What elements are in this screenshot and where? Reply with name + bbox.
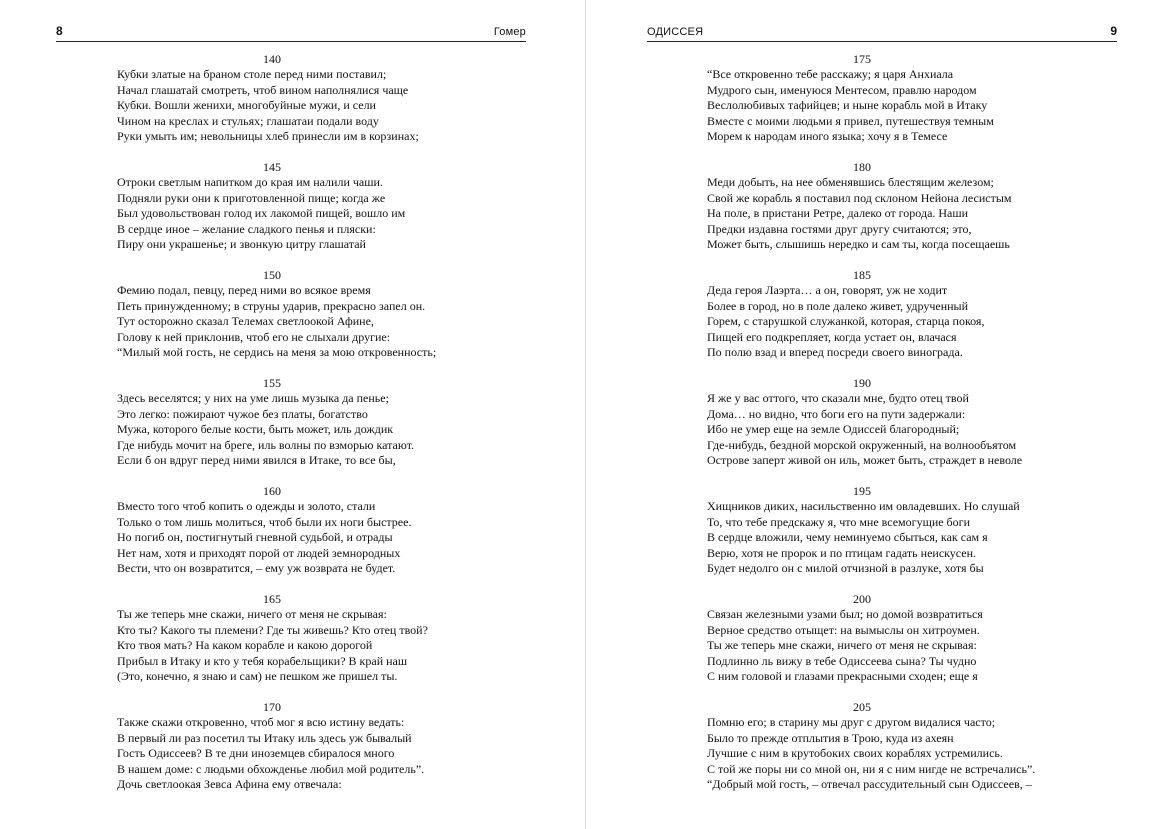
verse-line: Может быть, слышишь нередко и сам ты, когда посещаешь <box>707 237 1010 251</box>
verse-line: Где нибудь мочит на бреге, иль волны по взморью катают. <box>117 437 415 452</box>
verse-line: Меди добыть, на нее обменявшись блестящим железом; <box>707 175 994 189</box>
verse-line: Предки издавна гостями друг другу считаются; это, <box>707 221 972 236</box>
stanza <box>117 592 517 700</box>
verse-line: Помню его; в старину мы друг с другом видалися часто; <box>707 715 996 729</box>
verse-line: Голову к ней приклонив, чтоб его не слыхали другие: <box>117 329 391 344</box>
stanza <box>707 484 1117 592</box>
line-number: 200 <box>853 592 871 606</box>
line-number: 170 <box>263 700 281 714</box>
verse-line: Лучшие с ним в крутобоких своих кораблях устремились. <box>707 746 1003 760</box>
verse-line: Будет недолго он с милой отчизной в разлуке, хотя бы <box>707 561 984 575</box>
verse-line: В первый ли раз посетил ты Итаку иль здесь уж бывалый <box>117 730 412 745</box>
verse-line: Пиру они украшенье; и звонкую цитру глашатай <box>117 237 366 251</box>
header-rule <box>56 41 526 42</box>
verse-line: С той же поры ни со мной он, ни я с ним нигде не встречались”. <box>707 761 1036 776</box>
stanza <box>707 160 1117 268</box>
verse-line: Связан железными узами был; но домой возвратиться <box>707 607 983 621</box>
page-number: 8 <box>56 24 63 38</box>
line-number: 150 <box>263 268 281 282</box>
verse-line: Подлинно ль вижу в тебе Одиссеева сына? Ты чудно <box>707 653 977 668</box>
line-number: 160 <box>263 484 281 498</box>
verse-line: Я же у вас оттого, что сказали мне, будто отец твой <box>707 391 969 405</box>
line-number: 165 <box>263 592 281 606</box>
verse-line: Подняли руки они к приготовленной пище; когда же <box>117 190 386 205</box>
verse-line: Чином на креслах и стульях; глашатаи подали воду <box>117 113 379 128</box>
right-page-header <box>647 24 1117 40</box>
verse-line: Морем к народам иного языка; хочу я в Темесе <box>707 129 948 143</box>
verse-line: Где-нибудь, бездной морской окруженный, на волнообъятом <box>707 437 1017 452</box>
verse-line: Более в город, но в поле далеко живет, удрученный <box>707 298 969 313</box>
verse-line: Мужа, которого белые кости, быть может, иль дождик <box>117 422 394 436</box>
verse-line: “Милый мой гость, не сердись на меня за мою откровенность; <box>117 345 437 359</box>
line-number: 190 <box>853 376 871 390</box>
verse-line: Прибыл в Итаку и кто у тебя корабельщики? В край наш <box>117 653 408 668</box>
verse-line: Вместо того чтоб копить о одежды и золото, стали <box>117 499 376 513</box>
stanza <box>117 268 517 376</box>
verse-line: Кто ты? Какого ты племени? Где ты живешь? Кто отец твой? <box>117 622 428 637</box>
stanza <box>117 52 517 160</box>
verse-line: Острове заперт живой он иль, может быть, страждет в неволе <box>707 453 1023 467</box>
line-number: 195 <box>853 484 871 498</box>
verse-line: На поле, в пристани Ретре, далеко от города. Наши <box>707 206 969 220</box>
verse-line: Начал глашатай смотреть, чтоб вином наполнялися чаще <box>117 82 409 97</box>
verse-line: Кто твоя мать? На каком корабле и какою дорогой <box>117 638 373 652</box>
stanza <box>117 700 517 808</box>
line-number: 140 <box>263 52 281 66</box>
verse-line: Ибо не умер еще на земле Одиссей благородный; <box>707 422 960 436</box>
left-page-header <box>56 24 526 40</box>
stanza <box>707 52 1117 160</box>
line-number: 175 <box>853 52 871 66</box>
stanza <box>707 376 1117 484</box>
verse-line: Отроки светлым напитком до края им налили чаши. <box>117 175 383 189</box>
verse-line: Вести, что он возвратится, – ему уж возврата не будет. <box>117 561 396 575</box>
verse-line: Был удовольствован голод их лакомой пищей, вошло им <box>117 206 406 220</box>
verse-line: В сердце вложили, чему неминуемо сбыться, как сам я <box>707 530 988 544</box>
verse-line: То, что тебе предскажу я, что мне всемогущие боги <box>707 514 971 529</box>
verse-line: Но погиб он, постигнутый гневной судьбой, и отрады <box>117 530 393 544</box>
header-rule <box>647 41 1117 42</box>
verse-line: Свой же корабль я поставил под склоном Нейона лесистым <box>707 190 1012 205</box>
verse-line: В сердце иное – желание сладкого пенья и пляски: <box>117 221 376 236</box>
stanza <box>117 484 517 592</box>
stanza <box>117 160 517 268</box>
verse-line: Кубки. Вошли женихи, многобуйные мужи, и сели <box>117 98 376 112</box>
verse-line: Руки умыть им; невольницы хлеб принесли им в корзинах; <box>117 129 419 143</box>
right-page <box>586 0 1173 829</box>
verse-line: Также скажи откровенно, чтоб мог я всю истину ведать: <box>117 715 405 729</box>
line-number: 180 <box>853 160 871 174</box>
verse-line: “Все откровенно тебе расскажу; я царя Анхиала <box>707 67 954 81</box>
line-number: 185 <box>853 268 871 282</box>
verse-line: Фемию подал, певцу, перед ними во всякое время <box>117 283 371 297</box>
right-verse-column <box>707 52 1117 808</box>
verse-line: (Это, конечно, я знаю и сам) не пешком же пришел ты. <box>117 669 398 683</box>
line-number: 205 <box>853 700 871 714</box>
verse-line: Петь принужденному; в струны ударив, прекрасно запел он. <box>117 298 426 313</box>
verse-line: Только о том лишь молиться, чтоб были их ноги быстрее. <box>117 514 412 529</box>
verse-line: Верное средство отыщет: на вымыслы он хитроумен. <box>707 622 980 637</box>
verse-line: Ты же теперь мне скажи, ничего от меня не скрывая: <box>117 607 387 621</box>
verse-line: Кубки златые на браном столе перед ними поставил; <box>117 67 387 81</box>
stanza <box>707 592 1117 700</box>
verse-line: Горем, с старушкой служанкой, которая, старца покоя, <box>707 314 985 328</box>
verse-line: Если б он вдруг перед ними явился в Итаке, то все бы, <box>117 453 396 467</box>
stanza <box>707 268 1117 376</box>
verse-line: Вместе с моими людьми я привел, путешествуя темным <box>707 113 994 128</box>
stanza <box>117 376 517 484</box>
verse-line: Деда героя Лаэрта… а он, говорят, уж не ходит <box>707 283 948 297</box>
verse-line: Верю, хотя не пророк и по птицам гадать неискусен. <box>707 545 977 560</box>
verse-line: По полю взад и вперед посреди своего винограда. <box>707 345 963 359</box>
line-number: 145 <box>263 160 281 174</box>
running-head-author: Гомер <box>493 26 526 38</box>
page-number: 9 <box>1110 24 1117 38</box>
verse-line: Гость Одиссеев? В те дни иноземцев сбиралося много <box>117 746 395 760</box>
verse-line: В нашем доме: с людьми обхожденье любил мой родитель”. <box>117 761 425 776</box>
left-verse-column <box>117 52 517 808</box>
verse-line: Веслолюбивых тафийцев; и ныне корабль мой в Итаку <box>707 98 988 112</box>
running-head-title: ОДИССЕЯ <box>647 26 704 38</box>
verse-line: Это легко: пожирают чужое без платы, богатство <box>117 406 368 421</box>
line-number: 155 <box>263 376 281 390</box>
verse-line: “Добрый мой гость, – отвечал рассудительный сын Одиссеев, – <box>707 777 1032 791</box>
verse-line: Мудрого сын, именуюся Ментесом, правлю народом <box>707 82 977 97</box>
verse-line: Пищей его подкрепляет, когда устает он, влачася <box>707 329 957 344</box>
verse-line: Нет нам, хотя и приходят порой от людей земнородных <box>117 545 401 560</box>
verse-line: Ты же теперь мне скажи, ничего от меня не скрывая: <box>707 638 977 652</box>
verse-line: Хищников диких, насильственно им овладевших. Но слушай <box>707 499 1020 513</box>
stanza <box>707 700 1117 808</box>
verse-line: С ним головой и глазами прекрасными сходен; еще я <box>707 669 978 683</box>
verse-line: Здесь веселятся; у них на уме лишь музыка да пенье; <box>117 391 389 405</box>
verse-line: Было то прежде отплытия в Трою, куда из ахеян <box>707 730 954 745</box>
left-page <box>0 0 585 829</box>
verse-line: Дома… но видно, что боги его на пути задержали: <box>707 406 966 421</box>
verse-line: Тут осторожно сказал Телемах светлоокой Афине, <box>117 314 374 328</box>
verse-line: Дочь светлоокая Зевса Афина ему отвечала: <box>117 777 342 791</box>
